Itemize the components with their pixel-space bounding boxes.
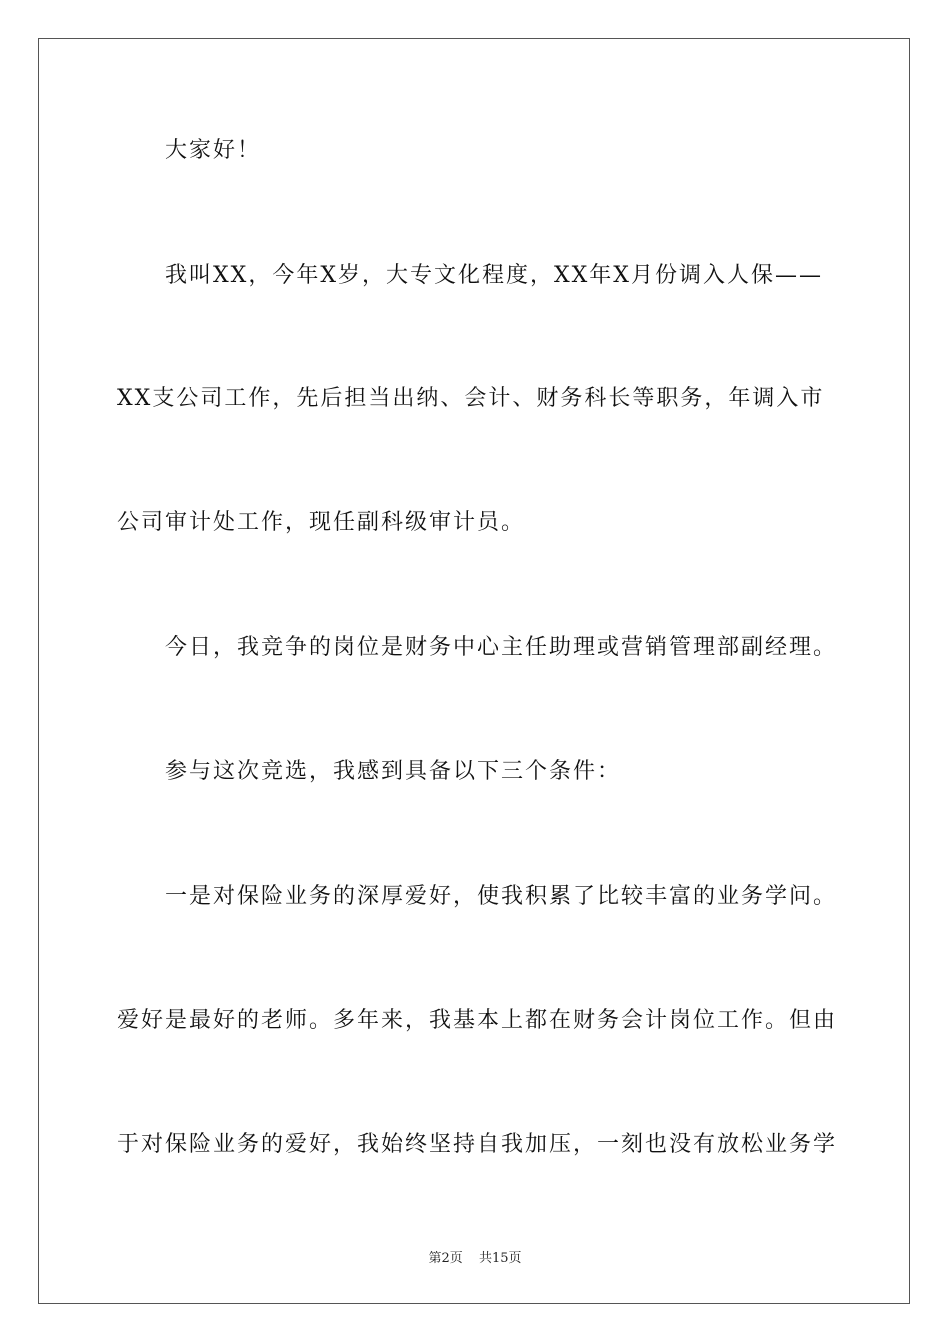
page-total: 共15页 xyxy=(478,1251,522,1266)
paragraph-line: 公司审计处工作，现任副科级审计员。 xyxy=(117,510,526,535)
paragraph-line: 爱好是最好的老师。多年来，我基本上都在财务会计岗位工作。但由 xyxy=(117,1008,838,1033)
greeting-line: 大家好！ xyxy=(165,138,262,163)
paragraph-line: 一是对保险业务的深厚爱好，使我积累了比较丰富的业务学问。 xyxy=(165,884,838,909)
paragraph-line: 于对保险业务的爱好，我始终坚持自我加压，一刻也没有放松业务学 xyxy=(117,1132,838,1157)
paragraph-line: 参与这次竞选，我感到具备以下三个条件： xyxy=(165,759,622,784)
page-number: 第2页 xyxy=(428,1251,463,1266)
paragraph-line: 今日，我竞争的岗位是财务中心主任助理或营销管理部副经理。 xyxy=(165,635,838,660)
page-footer xyxy=(0,1247,950,1266)
page-frame xyxy=(38,38,910,1304)
paragraph-line: 我叫XX，今年X岁，大专文化程度，XX年X月份调入人保—— xyxy=(165,263,823,288)
paragraph-line: XX支公司工作，先后担当出纳、会计、财务科长等职务，年调入市 xyxy=(117,386,825,411)
